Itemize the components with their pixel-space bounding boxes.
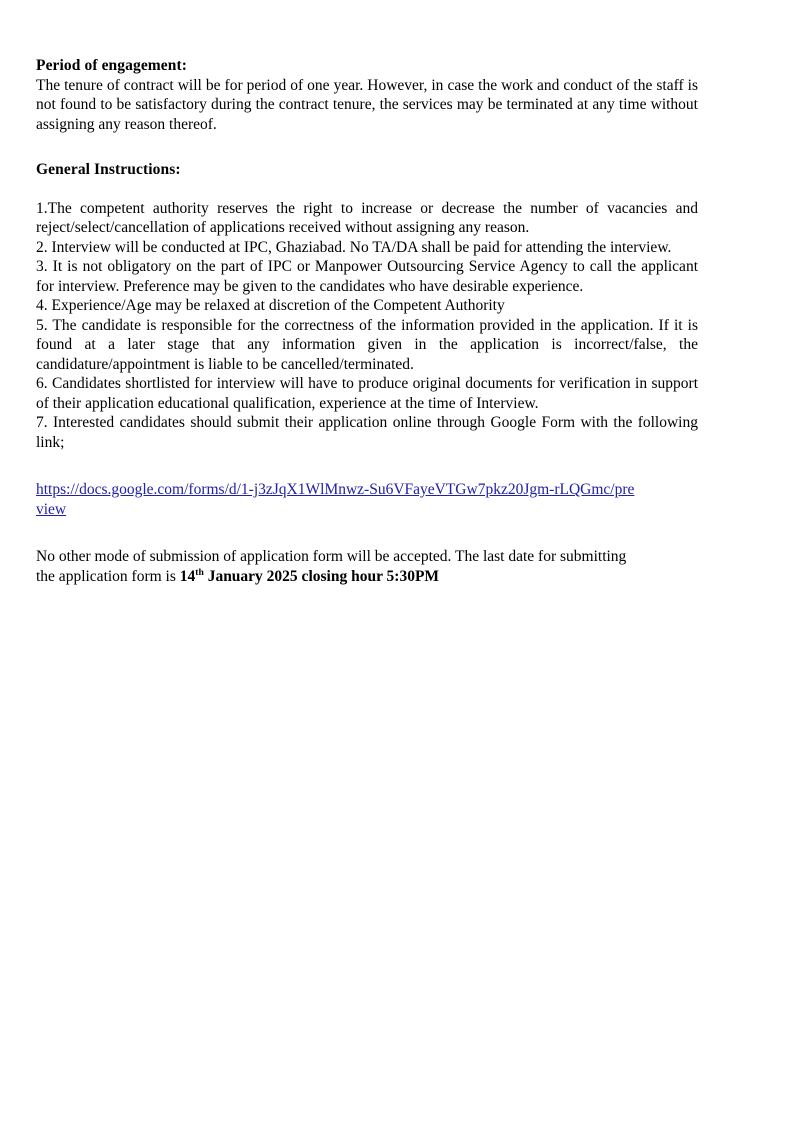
instruction-item-7: 7. Interested candidates should submit their application online through Google Form with the following link; (36, 414, 698, 451)
spacer-before-link (36, 452, 698, 480)
instruction-item-6: 6. Candidates shortlisted for interview will have to produce original documents for verification in support of their application educational qualification, experience at the time of Interview. (36, 375, 698, 412)
application-link-container (36, 480, 636, 519)
deadline-ordinal-suffix: th (195, 566, 204, 578)
closing-lead-text: No other mode of submission of application form will be accepted. The last date for submitting the application form is (36, 548, 627, 585)
document-content (36, 56, 698, 586)
instruction-item-1: 1.The competent authority reserves the right to increase or decrease the number of vacancies and reject/select/cancellation of applications received without assigning any reason. (36, 199, 698, 236)
instruction-item-2: 2. Interview will be conducted at IPC, Ghaziabad. No TA/DA shall be paid for attending the interview. (36, 238, 672, 256)
instruction-item-5: 5. The candidate is responsible for the correctness of the information provided in the application. If it is found at a later stage that any information given in the application is incorrect/false, the candidature/appointment is liable to be cancelled/terminated. (36, 316, 698, 373)
instruction-item-3: 3. It is not obligatory on the part of IPC or Manpower Outsourcing Service Agency to call the applicant for interview. Preference may be given to the candidates who have desirable experience. (36, 258, 698, 295)
deadline-rest: January 2025 closing hour 5:30PM (203, 567, 440, 585)
spacer-before-general-instructions (36, 134, 698, 160)
closing-paragraph (36, 547, 636, 586)
spacer-before-closing (36, 519, 698, 547)
spacer-after-general-instructions-heading (36, 180, 698, 199)
deadline-day: 14 (179, 567, 196, 585)
general-instructions-heading: General Instructions: (36, 161, 181, 178)
instruction-item-4: 4. Experience/Age may be relaxed at discretion of the Competent Authority (36, 297, 505, 314)
google-form-link[interactable]: https://docs.google.com/forms/d/1-j3zJqX1WlMnwz-Su6VFayeVTGw7pkz20Jgm-rLQGmc/preview (36, 481, 635, 518)
period-of-engagement-heading: Period of engagement: (36, 57, 188, 74)
period-of-engagement-paragraph: The tenure of contract will be for period of one year. However, in case the work and conduct of the staff is not found to be satisfactory during the contract tenure, the services may be terminated at any time without assigning any reason thereof. (36, 76, 698, 133)
